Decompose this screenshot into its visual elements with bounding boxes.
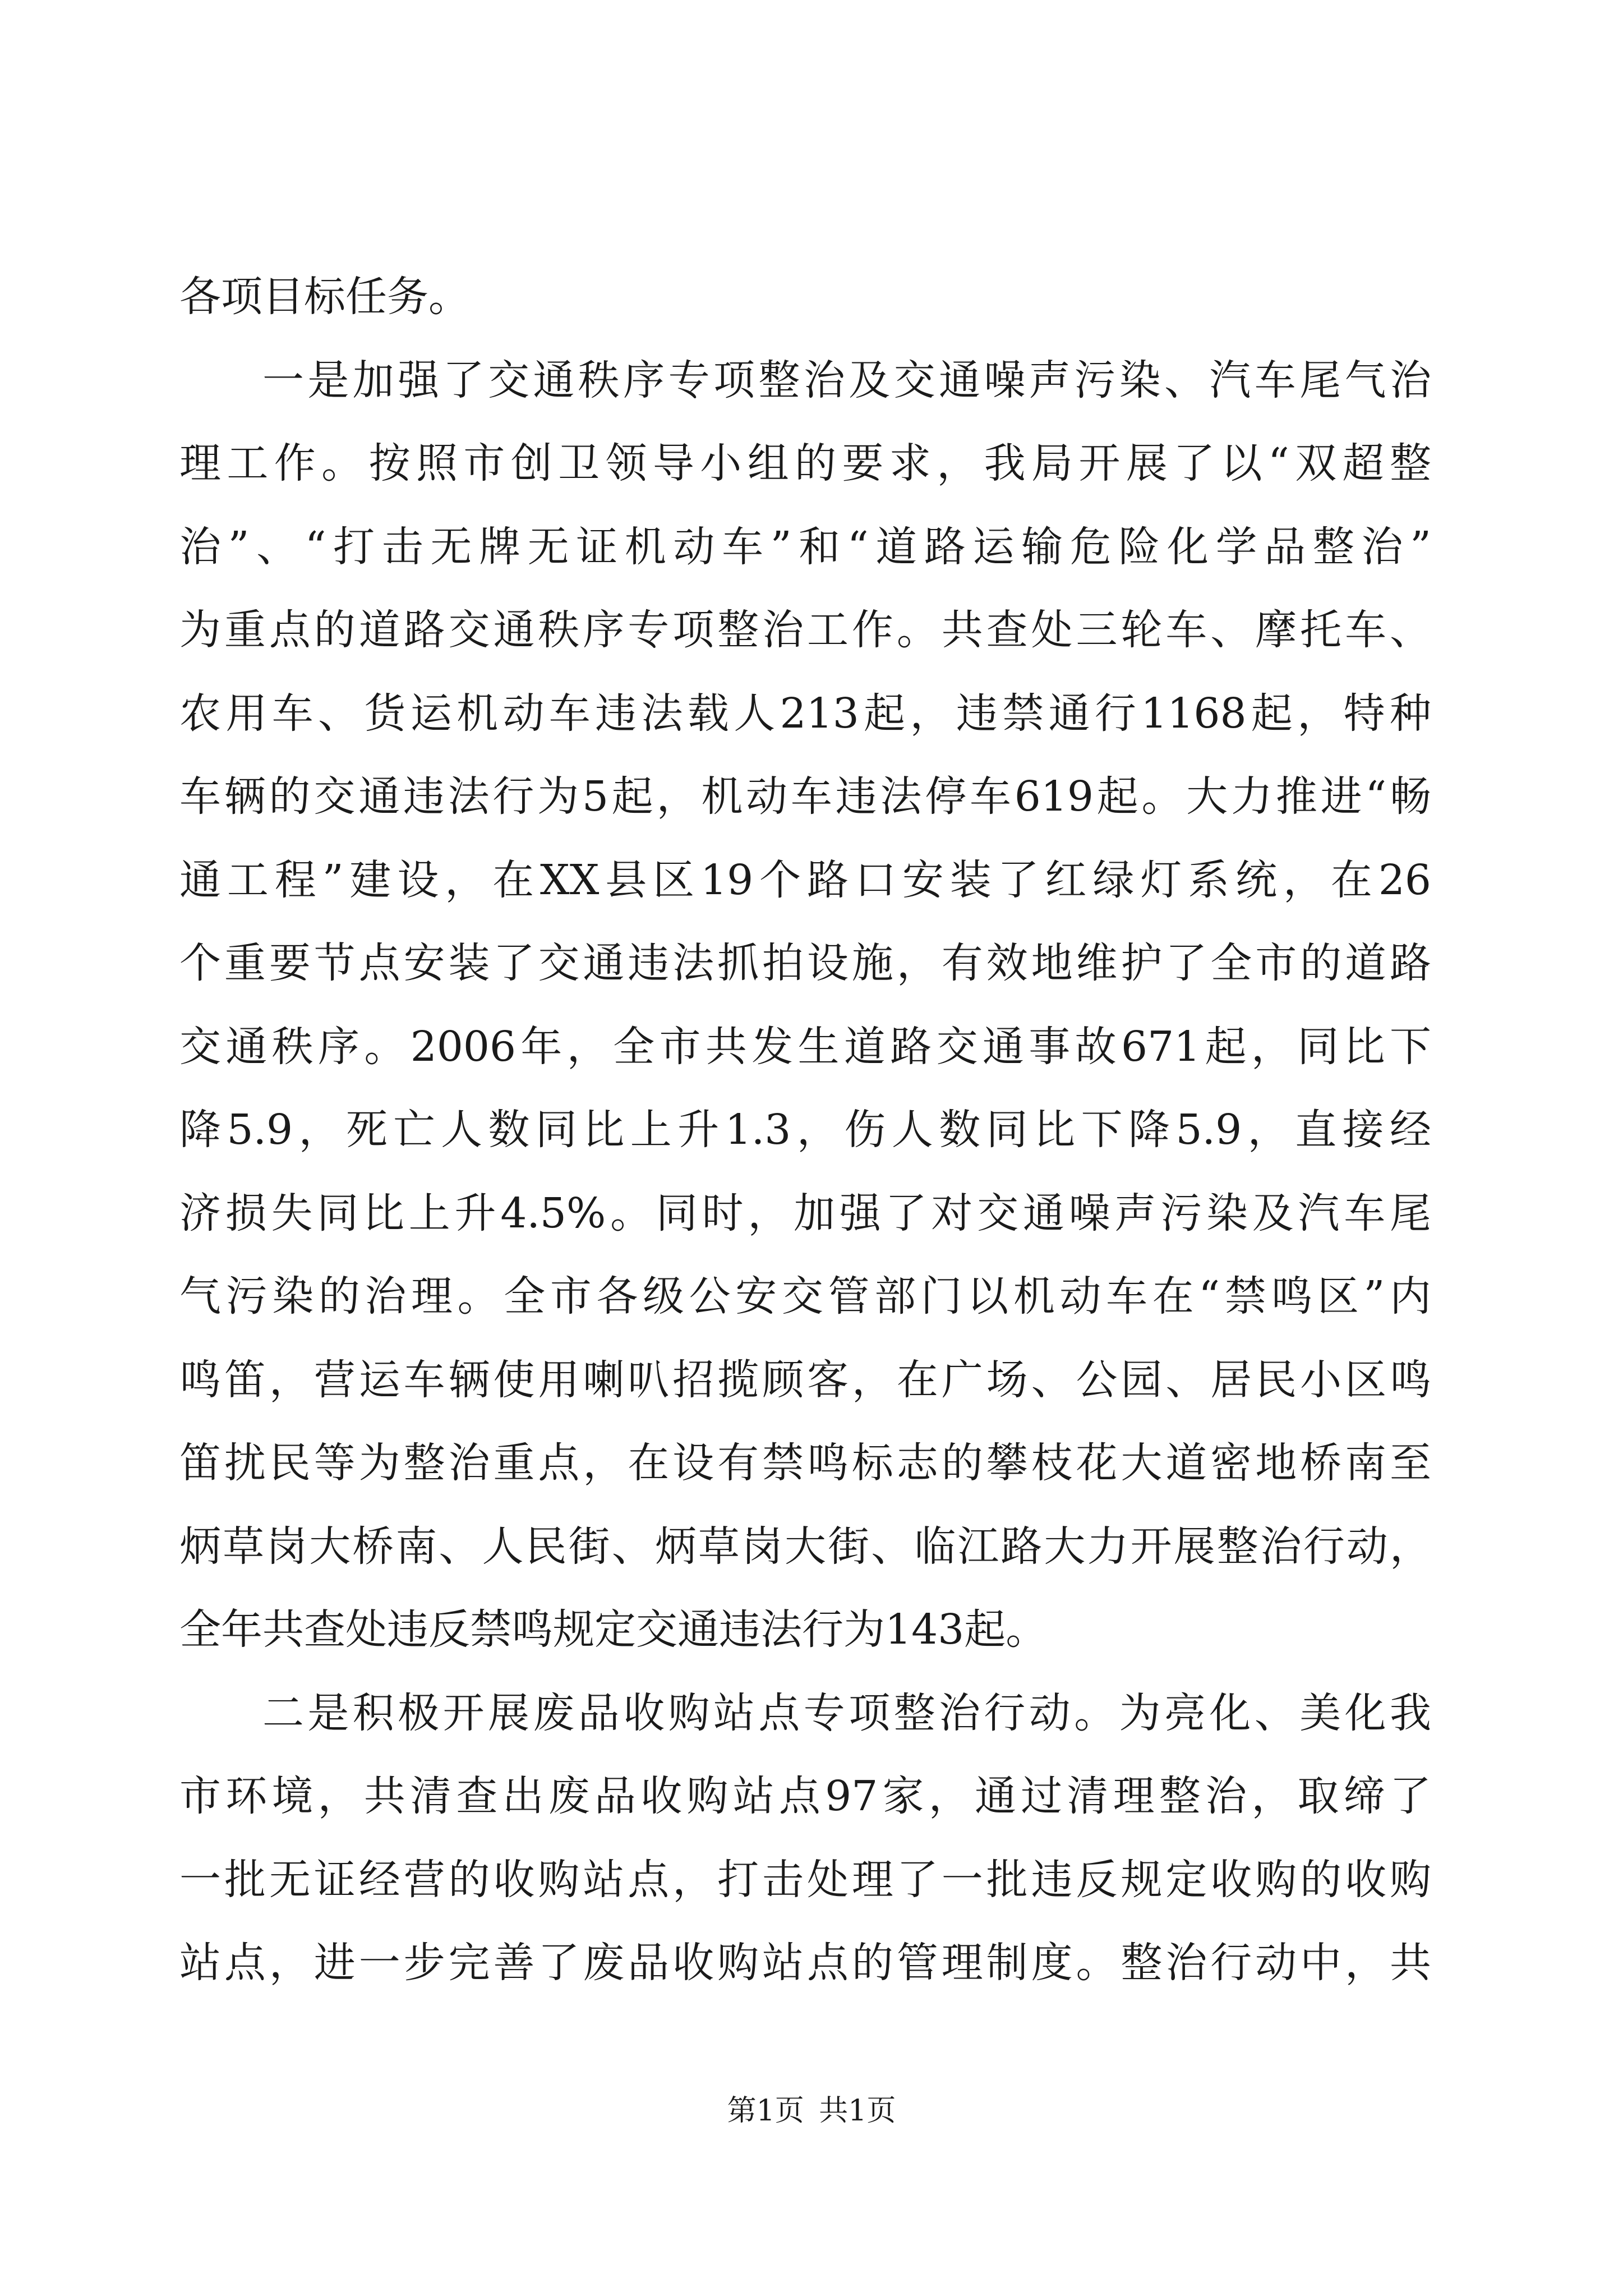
- text-line: 市环境，共清查出废品收购站点97家，通过清理整治，取缔了: [179, 1772, 1431, 1820]
- paragraph-first-line: 一是加强了交通秩序专项整治及交通噪声污染、汽车尾气治: [262, 356, 1431, 404]
- text-line: 个重要节点安装了交通违法抓拍设施，有效地维护了全市的道路: [179, 939, 1431, 987]
- text-line: 各项目标任务。: [179, 273, 470, 321]
- text-line: 农用车、货运机动车违法载人213起，违禁通行1168起，特种: [179, 689, 1431, 738]
- document-body: [179, 255, 1431, 2005]
- text-line: 鸣笛，营运车辆使用喇叭招揽顾客，在广场、公园、居民小区鸣: [179, 1355, 1431, 1404]
- text-line: 通工程”建设，在XX县区19个路口安装了红绿灯系统，在26: [179, 855, 1431, 904]
- text-line: 气污染的治理。全市各级公安交管部门以机动车在“禁鸣区”内: [179, 1272, 1431, 1320]
- text-line: 炳草岗大桥南、人民街、炳草岗大街、临江路大力开展整治行动，: [179, 1522, 1431, 1571]
- text-line: 全年共查处违反禁鸣规定交通违法行为143起。: [179, 1605, 1048, 1654]
- text-line: 一批无证经营的收购站点，打击处理了一批违反规定收购的收购: [179, 1855, 1431, 1904]
- page-number-footer: 第1页 共1页: [727, 2094, 896, 2128]
- text-line: 济损失同比上升4.5%。同时，加强了对交通噪声污染及汽车尾: [179, 1189, 1431, 1237]
- paragraph-first-line: 二是积极开展废品收购站点专项整治行动。为亮化、美化我: [262, 1688, 1431, 1737]
- text-line: 笛扰民等为整治重点，在设有禁鸣标志的攀枝花大道密地桥南至: [179, 1439, 1431, 1487]
- text-line: 车辆的交通违法行为5起，机动车违法停车619起。大力推进“畅: [179, 772, 1431, 821]
- text-line: 治”、“打击无牌无证机动车”和“道路运输危险化学品整治”: [179, 522, 1431, 571]
- text-line: 交通秩序。2006年，全市共发生道路交通事故671起，同比下: [179, 1022, 1431, 1071]
- text-line: 站点，进一步完善了废品收购站点的管理制度。整治行动中，共: [179, 1939, 1431, 1987]
- text-line: 为重点的道路交通秩序专项整治工作。共查处三轮车、摩托车、: [179, 606, 1431, 654]
- text-line: 降5.9，死亡人数同比上升1.3，伤人数同比下降5.9，直接经: [179, 1106, 1431, 1154]
- text-line: 理工作。按照市创卫领导小组的要求，我局开展了以“双超整: [179, 439, 1431, 487]
